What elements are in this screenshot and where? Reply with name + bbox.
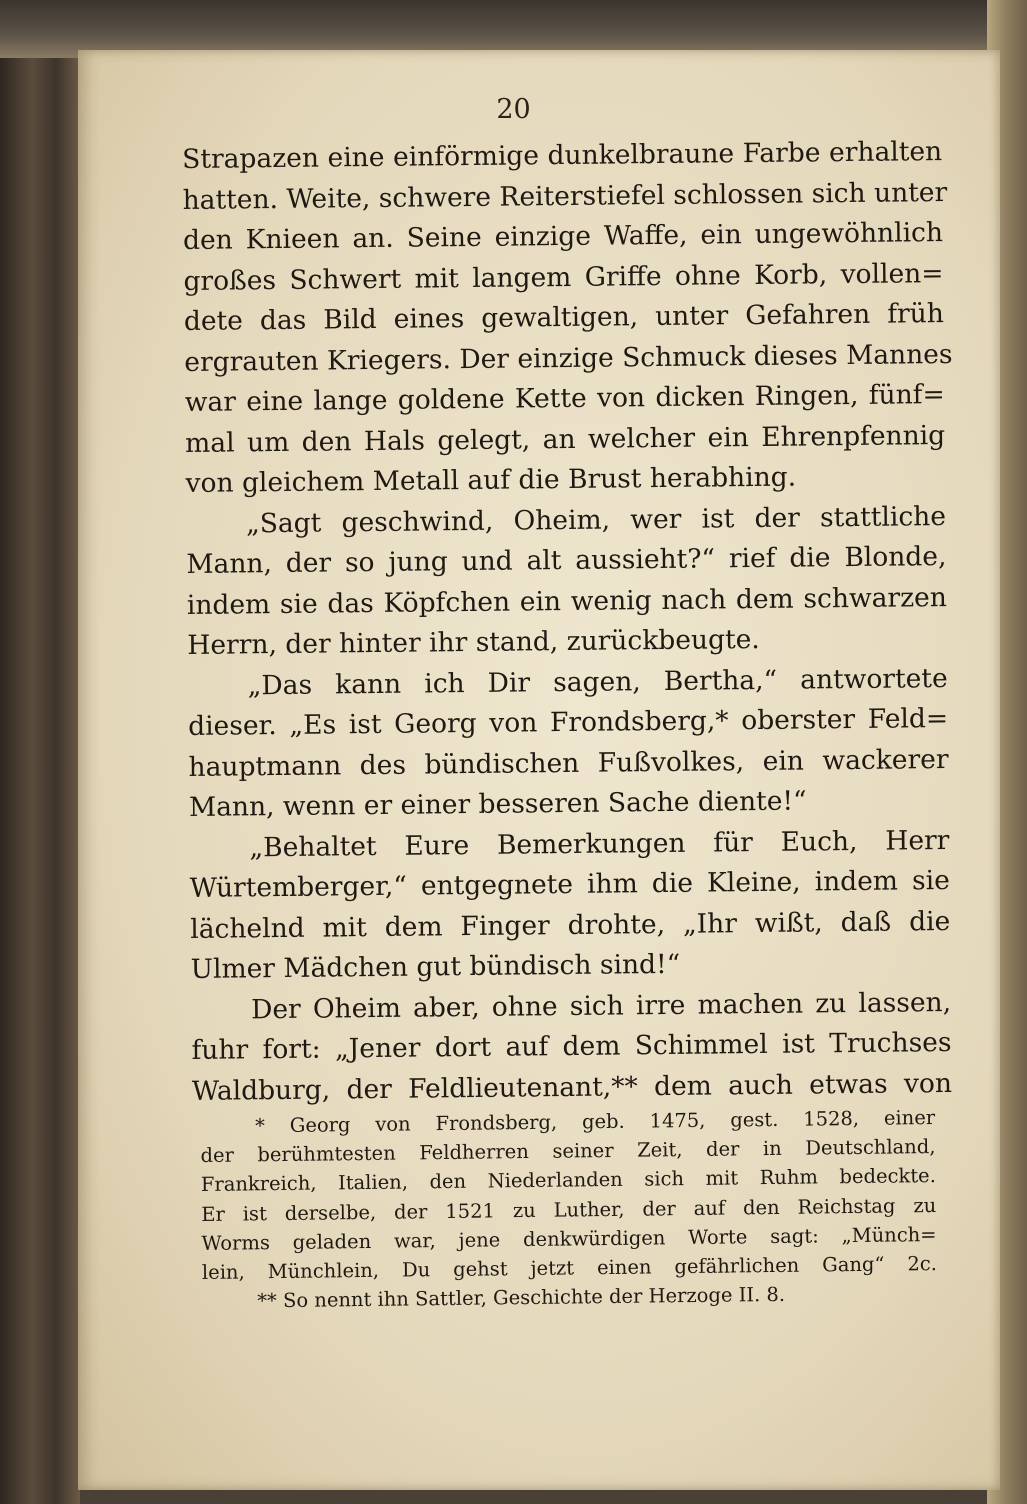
text-line: Herrn, der hinter ihr stand, zurückbeugte. [187, 623, 760, 661]
text-line: Würtemberger,“ entgegnete ihm die Kleine, indem sie [189, 865, 950, 904]
text-line: „Das kann ich Dir sagen, Bertha,“ antwortete [247, 662, 948, 701]
text-line: hauptmann des bündischen Fußvolkes, ein wackerer [188, 743, 949, 783]
text-line: von gleichem Metall auf die Brust herabhing. [185, 461, 797, 499]
text-line: Mann, der so jung und alt aussieht?“ rief die Blonde, [186, 541, 947, 580]
text-line: lächelnd mit dem Finger drohte, „Ihr wißt, daß die [190, 905, 951, 945]
footnote-line: Frankreich, Italien, den Niederlanden sich mit Ruhm bedeckte. [200, 1164, 936, 1197]
body-text [182, 132, 952, 1112]
text-line: „Behaltet Eure Bemerkungen für Euch, Herr [249, 824, 950, 863]
text-line: großes Schwert mit langem Griffe ohne Korb, vollen= [183, 257, 944, 297]
text-line: dieser. „Es ist Georg von Frondsberg,* oberster Feld= [187, 703, 949, 742]
text-line: den Knieen an. Seine einzige Waffe, ein ungewöhnlich [182, 217, 944, 256]
book-binding [0, 0, 80, 1504]
footnote-line: Er ist derselbe, der 1521 zu Luther, der auf den Reichstag zu [201, 1193, 937, 1226]
footnotes [200, 1103, 937, 1316]
text-line: dete das Bild eines gewaltigen, unter Gefahren früh [183, 298, 945, 337]
text-line: Strapazen eine einförmige dunkelbraune Farbe erhalten [182, 136, 943, 175]
footnote-line: der berühmtesten Feldherren seiner Zeit, der in Deutschland, [200, 1135, 936, 1168]
text-line: indem sie das Köpfchen ein wenig nach dem schwarzen [186, 581, 947, 621]
text-line: Der Oheim aber, ohne sich irre machen zu lassen, [250, 986, 952, 1025]
footnote-line: ** So nennt ihn Sattler, Geschichte der Herzoge II. 8. [257, 1282, 786, 1313]
page-number: 20 [496, 94, 531, 125]
text-line: Waldburg, der Feldlieutenant,** dem auch etwas von [191, 1067, 953, 1107]
text-line: Ulmer Mädchen gut bündisch sind!“ [190, 948, 681, 985]
text-line: war eine lange goldene Kette von dicken Ringen, fünf= [184, 379, 945, 418]
text-line: hatten. Weite, schwere Reiterstiefel schlossen sich unter [182, 176, 948, 216]
text-line: fuhr fort: „Jener dort auf dem Schimmel ist Truchses [191, 1026, 952, 1066]
footnote-line: lein, Münchlein, Du gehst jetzt einen gefährlichen Gang“ 2c. [201, 1251, 938, 1284]
text-line: mal um den Hals gelegt, an welcher ein Ehrenpfennig [185, 419, 946, 459]
footnote-line: Worms geladen war, jene denkwürdigen Worte sagt: „Münch= [201, 1222, 937, 1255]
text-line: „Sagt geschwind, Oheim, wer ist der stattliche [245, 500, 947, 539]
text-line: Mann, wenn er einer besseren Sache diente!“ [188, 785, 807, 823]
text-line: ergrauten Kriegers. Der einzige Schmuck dieses Mannes [184, 338, 953, 378]
footnote-line: * Georg von Frondsberg, geb. 1475, gest. 1528, einer [255, 1106, 936, 1138]
